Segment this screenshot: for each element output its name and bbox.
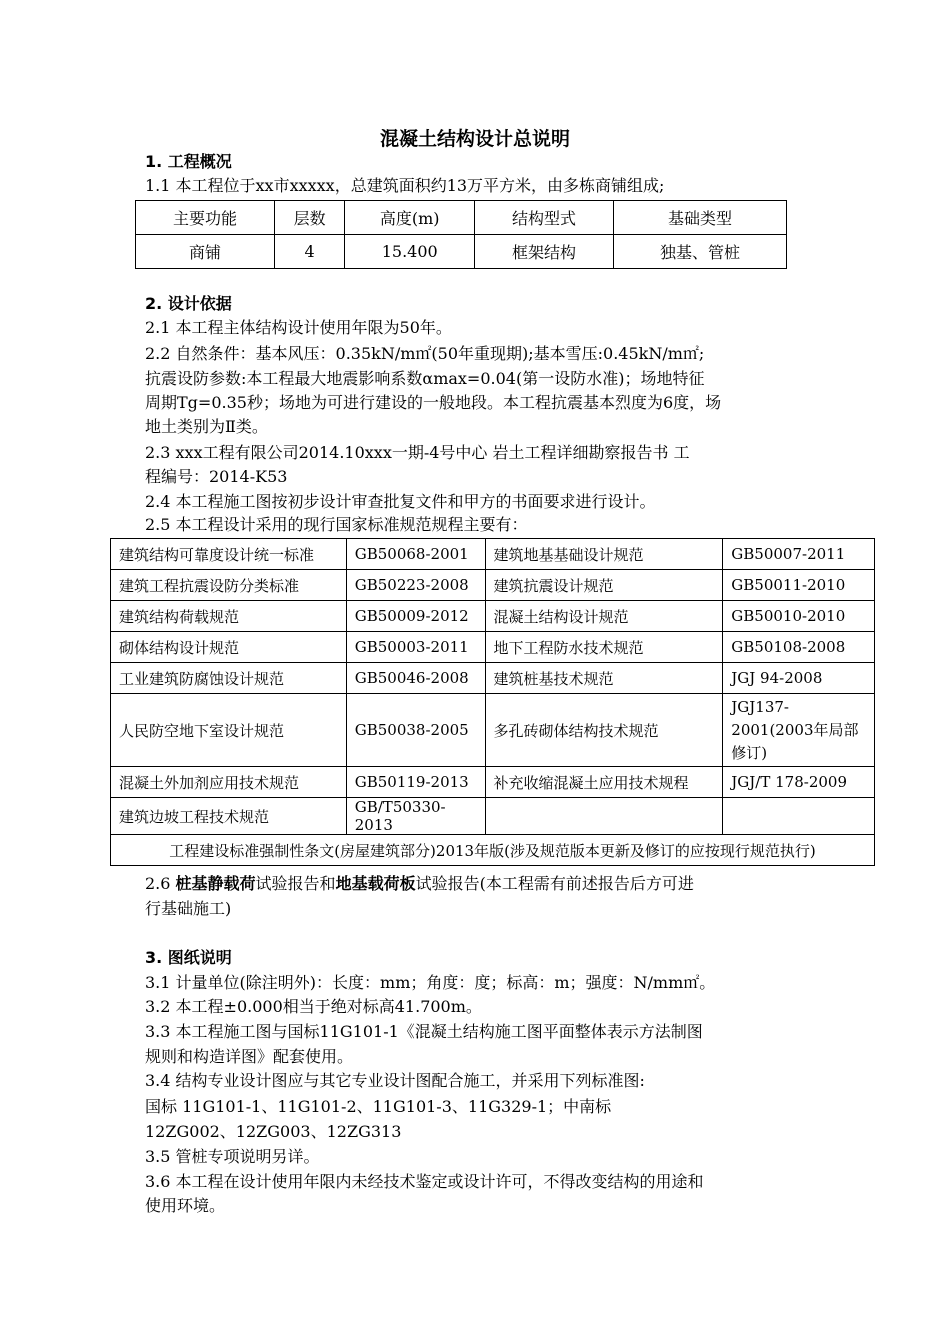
- table-cell: 建筑结构荷载规范: [111, 601, 347, 632]
- table-cell: 多孔砖砌体结构技术规范: [485, 694, 723, 767]
- table-cell: 人民防空地下室设计规范: [111, 694, 347, 767]
- paragraph-line: 2.5 本工程设计采用的现行国家标准规范规程主要有：: [145, 515, 528, 534]
- table-cell: GB50007-2011: [723, 539, 875, 570]
- paragraph-line: 抗震设防参数:本工程最大地震影响系数αmax=0.04(第一设防水准)；场地特征: [145, 369, 705, 388]
- table-cell: 建筑工程抗震设防分类标准: [111, 570, 347, 601]
- project-overview-table: [135, 200, 787, 269]
- paragraph-line: 行基础施工): [145, 899, 232, 918]
- table-cell: JGJ 94-2008: [723, 663, 875, 694]
- table-cell: 4: [274, 235, 345, 269]
- paragraph-line: 12ZG002、12ZG003、12ZG313: [145, 1122, 402, 1141]
- paragraph-line: 使用环境。: [145, 1196, 226, 1215]
- table-row: [111, 663, 875, 694]
- paragraph-line: 2.1 本工程主体结构设计使用年限为50年。: [145, 318, 452, 337]
- section-2-heading: 2. 设计依据: [145, 294, 232, 313]
- table-cell: 砌体结构设计规范: [111, 632, 347, 663]
- table-cell: GB50046-2008: [346, 663, 485, 694]
- table-cell: GB50223-2008: [346, 570, 485, 601]
- table-cell: GB50011-2010: [723, 570, 875, 601]
- table-header-cell: 结构型式: [475, 201, 614, 235]
- table-cell: GB50038-2005: [346, 694, 485, 767]
- paragraph-line: 国标 11G101-1、11G101-2、11G101-3、11G329-1；中南标: [145, 1097, 612, 1116]
- bold-text: 桩基静载荷: [175, 874, 256, 893]
- table-header-row: [136, 201, 787, 235]
- table-row: [111, 798, 875, 835]
- table-cell: GB50108-2008: [723, 632, 875, 663]
- section-3-heading: 3. 图纸说明: [145, 948, 232, 967]
- document-title: 混凝土结构设计总说明: [379, 128, 570, 150]
- table-row: [111, 601, 875, 632]
- paragraph-line: 周期Tg=0.35秒；场地为可进行建设的一般地段。本工程抗震基本烈度为6度，场: [145, 393, 722, 412]
- paragraph-line: 2.4 本工程施工图按初步设计审查批复文件和甲方的书面要求进行设计。: [145, 492, 656, 511]
- table-cell: [485, 798, 723, 835]
- section-2-6-text: [145, 872, 694, 896]
- text-fragment: 试验报告和: [255, 874, 336, 893]
- paragraph-line: 2.2 自然条件：基本风压：0.35kN/m㎡(50年重现期);基本雪压:0.45kN/m㎡;: [145, 344, 705, 363]
- table-cell: 15.400: [345, 235, 475, 269]
- bold-text: 地基载荷板: [335, 874, 416, 893]
- table-cell: GB50003-2011: [346, 632, 485, 663]
- table-cell: 地下工程防水技术规范: [485, 632, 723, 663]
- table-header-cell: 基础类型: [613, 201, 786, 235]
- table-row: [111, 539, 875, 570]
- table-cell: 建筑桩基技术规范: [485, 663, 723, 694]
- section-1-heading: 1. 工程概况: [145, 152, 232, 171]
- paragraph-line: 3.5 管桩专项说明另详。: [145, 1147, 320, 1166]
- table-cell: GB50119-2013: [346, 767, 485, 798]
- table-cell: 建筑边坡工程技术规范: [111, 798, 347, 835]
- paragraph-line: 3.1 计量单位(除注明外)：长度：mm；角度：度；标高：m；强度：N/mm㎡。: [145, 973, 716, 992]
- table-cell: GB50010-2010: [723, 601, 875, 632]
- table-cell: 建筑结构可靠度设计统一标准: [111, 539, 347, 570]
- table-row: [111, 767, 875, 798]
- table-cell: 补充收缩混凝土应用技术规程: [485, 767, 723, 798]
- paragraph-line: 3.2 本工程±0.000相当于绝对标高41.700m。: [145, 997, 482, 1016]
- standards-table: [110, 538, 875, 866]
- table-row: [111, 694, 875, 767]
- paragraph-line: 地土类别为Ⅱ类。: [145, 417, 268, 436]
- paragraph-line: 3.4 结构专业设计图应与其它专业设计图配合施工，并采用下列标准图:: [145, 1071, 645, 1090]
- section-1-1-text: 1.1 本工程位于xx市xxxxx，总建筑面积约13万平方米，由多栋商铺组成;: [145, 176, 665, 195]
- table-cell: 建筑地基基础设计规范: [485, 539, 723, 570]
- table-cell: 混凝土结构设计规范: [485, 601, 723, 632]
- table-cell: GB/T50330-2013: [346, 798, 485, 835]
- table-cell: JGJ/T 178-2009: [723, 767, 875, 798]
- table-cell: 框架结构: [475, 235, 614, 269]
- table-row: [111, 570, 875, 601]
- table-cell: 工业建筑防腐蚀设计规范: [111, 663, 347, 694]
- table-header-cell: 主要功能: [136, 201, 275, 235]
- text-fragment: 2.6: [145, 874, 176, 893]
- table-cell: 混凝土外加剂应用技术规范: [111, 767, 347, 798]
- paragraph-line: 程编号：2014-K53: [145, 467, 288, 486]
- table-cell: [723, 798, 875, 835]
- table-header-cell: 高度(m): [345, 201, 475, 235]
- table-cell: GB50068-2001: [346, 539, 485, 570]
- table-header-cell: 层数: [274, 201, 345, 235]
- table-cell: 商铺: [136, 235, 275, 269]
- table-cell: GB50009-2012: [346, 601, 485, 632]
- table-cell: JGJ137-2001(2003年局部修订): [723, 694, 875, 767]
- table-footer-row: [111, 835, 875, 866]
- table-cell: 建筑抗震设计规范: [485, 570, 723, 601]
- paragraph-line: 2.3 xxx工程有限公司2014.10xxx一期-4号中心 岩土工程详细勘察报告书 工: [145, 443, 690, 462]
- text-fragment: 试验报告(本工程需有前述报告后方可进: [415, 874, 694, 893]
- standards-footer-cell: 工程建设标准强制性条文(房屋建筑部分)2013年版(涉及规范版本更新及修订的应按现行规范执行): [111, 835, 875, 866]
- table-cell: 独基、管桩: [613, 235, 786, 269]
- table-row: [111, 632, 875, 663]
- paragraph-line: 3.3 本工程施工图与国标11G101-1《混凝土结构施工图平面整体表示方法制图: [145, 1022, 703, 1041]
- paragraph-line: 3.6 本工程在设计使用年限内未经技术鉴定或设计许可，不得改变结构的用途和: [145, 1172, 704, 1191]
- paragraph-line: 规则和构造详图》配套使用。: [145, 1047, 354, 1066]
- table-row: [136, 235, 787, 269]
